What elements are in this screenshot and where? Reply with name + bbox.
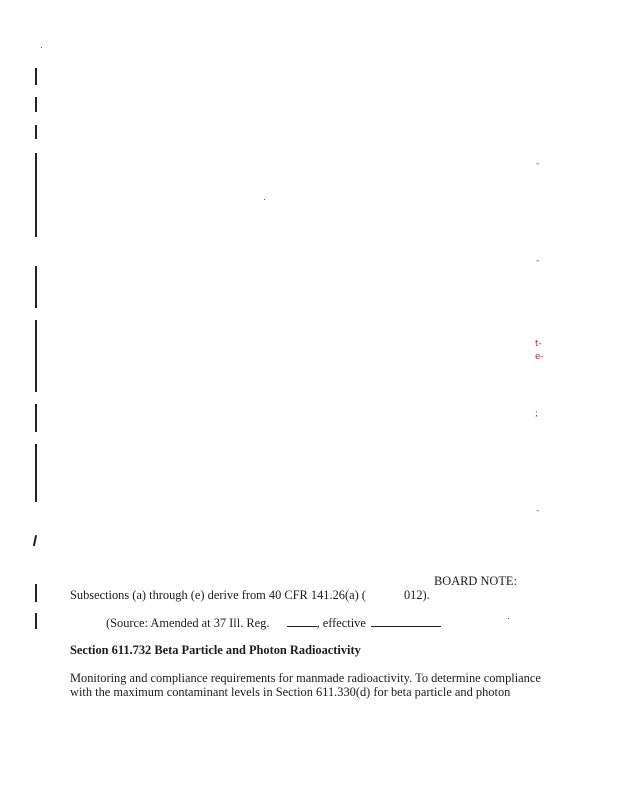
source-prefix: (Source: Amended at 37 Ill. Reg. <box>106 616 270 630</box>
revision-bar <box>35 444 37 502</box>
board-note-text-end: 012). <box>403 588 430 602</box>
board-note-label: BOARD NOTE: <box>434 574 517 588</box>
scan-speck <box>508 618 509 619</box>
revision-bar <box>35 320 37 392</box>
margin-mark: - <box>536 159 540 169</box>
board-note-text-start: Subsections (a) through (e) derive from 40 CFR 141.26(a) ( <box>70 588 366 602</box>
revision-bar <box>33 535 37 546</box>
revision-bar <box>35 613 37 629</box>
effective-label: , effective <box>316 616 366 630</box>
margin-mark: ; <box>535 409 539 419</box>
board-note-text <box>70 588 430 602</box>
scan-speck <box>41 47 42 48</box>
body-line: with the maximum contaminant levels in Section 611.330(d) for beta particle and photon <box>70 685 511 699</box>
revision-bar <box>35 125 37 139</box>
margin-mark: t- <box>535 339 542 349</box>
revision-bar <box>35 97 37 112</box>
effective-date-blank <box>371 615 441 627</box>
body-line: Monitoring and compliance requirements for manmade radioactivity. To determine compliance <box>70 671 541 685</box>
revision-bar <box>35 68 37 85</box>
margin-mark: - <box>536 506 540 516</box>
margin-mark: e- <box>535 352 544 362</box>
reg-number-blank <box>287 615 317 627</box>
revision-bar <box>35 584 37 602</box>
margin-mark: - <box>536 256 540 266</box>
section-heading: Section 611.732 Beta Particle and Photon Radioactivity <box>70 643 361 657</box>
revision-bar <box>35 404 37 432</box>
revision-bar <box>35 266 37 308</box>
source-line <box>106 615 441 630</box>
revision-bar <box>35 153 37 237</box>
scan-speck <box>264 199 265 200</box>
